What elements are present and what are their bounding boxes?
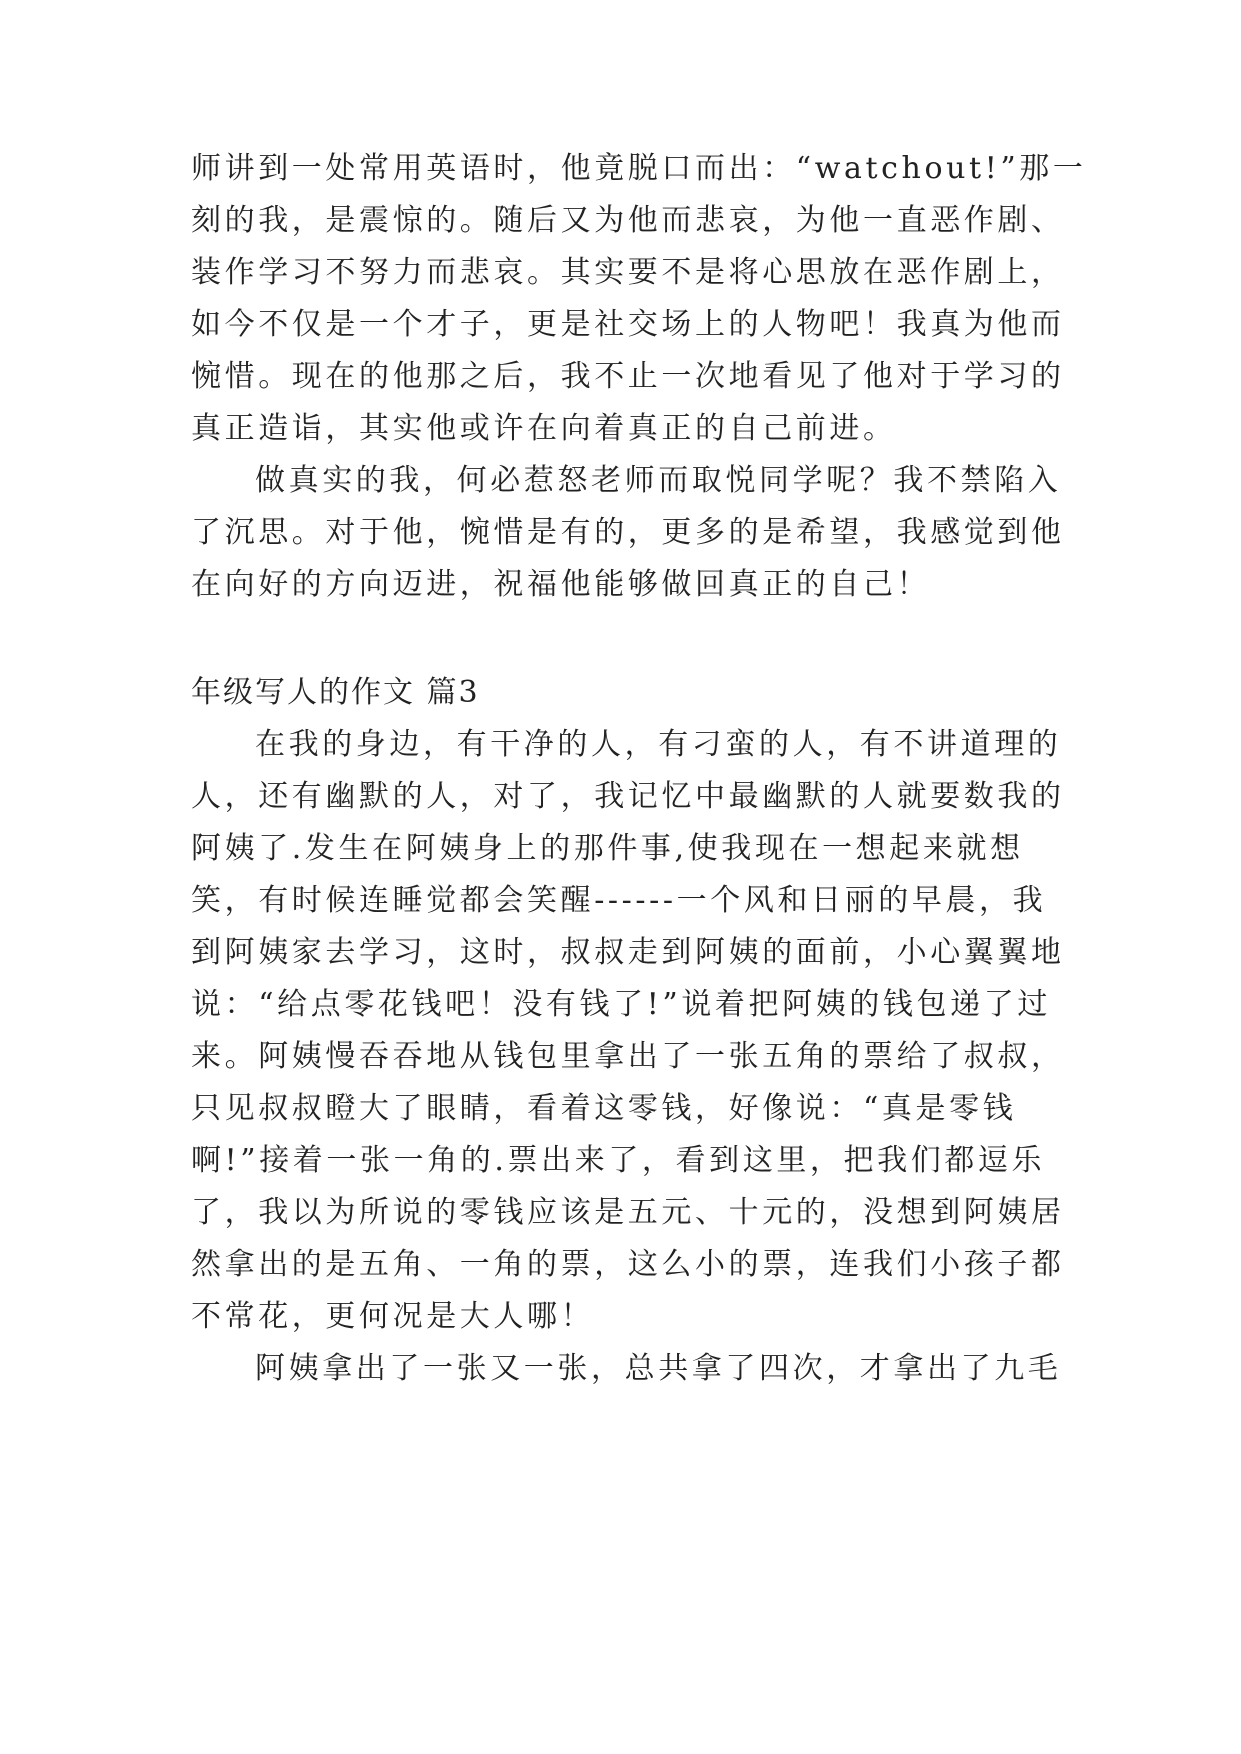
- paragraph-2-line-3: 在向好的方向迈进，祝福他能够做回真正的自己！: [191, 567, 931, 602]
- paragraph-3-line-9: 啊!”接着一张一角的.票出来了，看到这里，把我们都逗乐: [191, 1143, 1046, 1178]
- paragraph-1-line-6: 真正造诣，其实他或许在向着真正的自己前进。: [191, 411, 897, 446]
- paragraph-3-line-10: 了，我以为所说的零钱应该是五元、十元的，没想到阿姨居: [191, 1195, 1065, 1230]
- paragraph-3-line-5: 到阿姨家去学习，这时，叔叔走到阿姨的面前，小心翼翼地: [191, 935, 1065, 970]
- paragraph-3-line-4: 笑，有时候连睡觉都会笑醒------一个风和日丽的早晨，我: [191, 883, 1047, 918]
- paragraph-3-line-7: 来。阿姨慢吞吞地从钱包里拿出了一张五角的票给了叔叔，: [191, 1039, 1065, 1074]
- paragraph-3-line-8: 只见叔叔瞪大了眼睛，看着这零钱，好像说：“真是零钱: [191, 1091, 1017, 1126]
- paragraph-2-line-2: 了沉思。对于他，惋惜是有的，更多的是希望，我感觉到他: [191, 515, 1065, 550]
- section-heading: 年级写人的作文 篇3: [191, 675, 480, 710]
- paragraph-2-line-1: 做真实的我，何必惹怒老师而取悦同学呢？我不禁陷入: [255, 463, 1062, 498]
- paragraph-1-line-3: 装作学习不努力而悲哀。其实要不是将心思放在恶作剧上，: [191, 255, 1065, 290]
- paragraph-1-line-4: 如今不仅是一个才子，更是社交场上的人物吧！我真为他而: [191, 307, 1065, 342]
- paragraph-3-line-3: 阿姨了.发生在阿姨身上的那件事,使我现在一想起来就想: [191, 831, 1024, 866]
- paragraph-1-line-1: 师讲到一处常用英语时，他竟脱口而出：“watchout!”那一: [191, 151, 1087, 186]
- paragraph-3-line-6: 说：“给点零花钱吧！没有钱了!”说着把阿姨的钱包递了过: [191, 987, 1051, 1022]
- paragraph-1-line-2: 刻的我，是震惊的。随后又为他而悲哀，为他一直恶作剧、: [191, 203, 1065, 238]
- paragraph-3-line-12: 不常花，更何况是大人哪！: [191, 1299, 595, 1334]
- paragraph-3-line-1: 在我的身边，有干净的人，有刁蛮的人，有不讲道理的: [255, 727, 1062, 762]
- paragraph-3-line-2: 人，还有幽默的人，对了，我记忆中最幽默的人就要数我的: [191, 779, 1065, 814]
- paragraph-1-line-5: 惋惜。现在的他那之后，我不止一次地看见了他对于学习的: [191, 359, 1065, 394]
- paragraph-4-line-1: 阿姨拿出了一张又一张，总共拿了四次，才拿出了九毛: [255, 1351, 1062, 1386]
- paragraph-3-line-11: 然拿出的是五角、一角的票，这么小的票，连我们小孩子都: [191, 1247, 1065, 1282]
